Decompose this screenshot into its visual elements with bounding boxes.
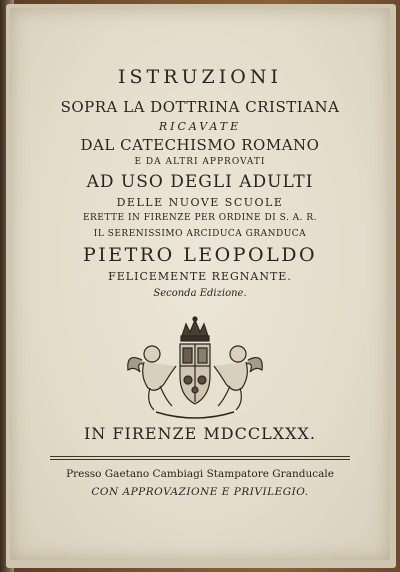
crowned-coat-of-arms-with-putti-icon [120,314,270,424]
title-line-arciduca: IL SERENISSIMO ARCIDUCA GRANDUCA [93,229,307,239]
title-line-pietro-leopoldo: PIETRO LEOPOLDO [82,244,318,266]
imprint-place-date: IN FIRENZE MDCCLXXX. [83,424,316,443]
imprint-privilege: CON APPROVAZIONE E PRIVILEGIO. [91,486,309,498]
title-line-scuole: DELLE NUOVE SCUOLE [116,196,284,209]
imprint-rule-top [50,456,350,457]
title-line-ricavate: RICAVATE [158,120,242,133]
edition-line: Seconda Edizione. [153,288,247,299]
title-line-erette: ERETTE IN FIRENZE PER ORDINE DI S. A. R. [82,213,318,223]
title-line-approvati: E DA ALTRI APPROVATI [134,157,266,167]
imprint-rule-bottom [50,459,350,460]
title-line-adulti: AD USO DEGLI ADULTI [86,172,314,192]
title-page [10,8,390,560]
title-line-catechismo: DAL CATECHISMO ROMANO [80,136,320,154]
title-line-dottrina: SOPRA LA DOTTRINA CRISTIANA [60,98,340,116]
title-line-regnante: FELICEMENTE REGNANTE. [108,270,292,283]
imprint-printer: Presso Gaetano Cambiagi Stampatore Granducale [66,468,334,480]
title-line-istruzioni: ISTRUZIONI [118,66,282,88]
